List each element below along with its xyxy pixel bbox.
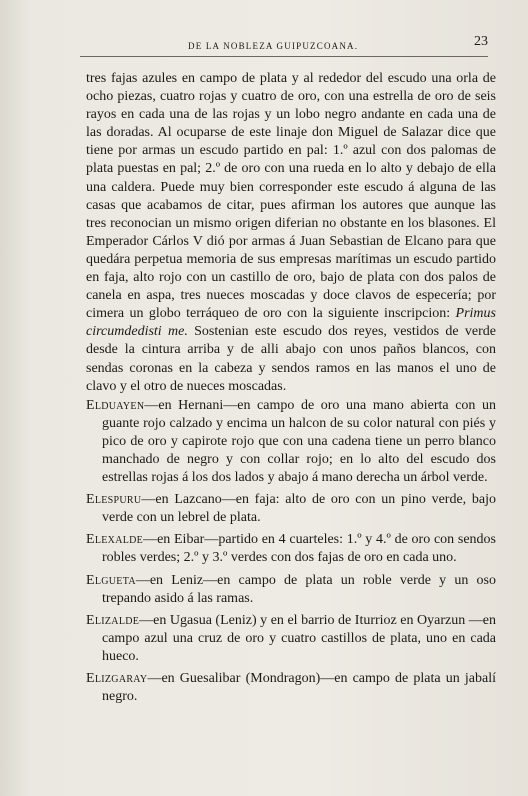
entry-elizgaray — [86, 670, 496, 706]
entry-text: —en Hernani—en campo de oro una mano abierta con un guante rojo calzado y encima un halcon de su color natural con piés y pico de oro y capirote rojo que con una cadena tiene un perro blanco manchado de negro y con collar rojo; en lo alto del escudo dos estrellas rojas á los dos lados y abajo á mano derecha un árbol verde. — [102, 397, 496, 486]
entry-name: Elexalde — [86, 532, 144, 548]
entry-name: Elizalde — [86, 612, 140, 628]
motto-inscription: Primus circumdedisti me. — [86, 306, 496, 340]
entry-text: —en Leniz—en campo de plata un roble verde y un oso trepando asido á las ramas. — [102, 572, 496, 606]
entry-elexalde — [86, 531, 496, 567]
entry-text: —en Lazcano—en faja: alto de oro con un pino verde, bajo verde con un lebrel de plata. — [102, 492, 496, 526]
continued-paragraph — [86, 70, 496, 396]
entry-name: Elizgaray — [86, 671, 148, 686]
entry-elizalde — [86, 612, 496, 666]
page-header — [80, 36, 488, 57]
page-body — [86, 70, 496, 706]
entry-elgueta — [86, 572, 496, 608]
entry-text: —en Eibar—partido en 4 cuarteles: 1.º y 4.º de oro con sendos robles verdes; 2.º y 3.º verdes con dos fajas de oro en cada uno. — [102, 532, 496, 566]
running-title: DE LA NOBLEZA GUIPUZCOANA. — [188, 41, 359, 51]
paragraph-text: tres fajas azules en campo de plata y al rededor del escudo una orla de ocho piezas, cuatro rojas y cuatro de oro, con una estrella de oro de seis rayos en cada una de las rojas y un lobo negro andante en cada una de las doradas. Al ocuparse de este linaje don Miguel de Salazar dice que tiene por armas un escudo partido en pal: 1.º azul con dos palomas de plata puestas en pal; 2.º de oro con una rueda en lo alto y debajo de ella una caldera. Puede muy bien corresponder este escudo á alguna de las casas que acabamos de citar, pues afirman los autores que aunque las tres reconocian un mismo origen diferian no obstante en los blasones. El Emperador Cárlos V dió por armas á Juan Sebastian de Elcano para que quedára perpetua memoria de sus empresas marítimas un escudo partido en faja, alto rojo con un castillo de oro, bajo de plata con dos palos de canela en aspa, tres nueces moscadas y doce clavos de especería; por cimera un globo terráqueo de oro con la siguiente inscripcion: — [86, 71, 496, 322]
entry-text: —en Ugasua (Leniz) y en el barrio de Iturrioz en Oyarzun —en campo azul una cruz de oro y cuatro castillos de plata, uno en cada hueco. — [102, 612, 496, 664]
entry-name: Elespuru — [86, 492, 142, 508]
entry-elduayen — [86, 397, 496, 487]
entry-name: Elgueta — [86, 572, 136, 588]
entry-text: —en Guesalibar (Mondragon)—en campo de plata un jabalí negro. — [102, 671, 496, 705]
entry-elespuru — [86, 491, 496, 527]
page-number: 23 — [474, 34, 488, 49]
entry-name: Elduayen — [86, 397, 145, 413]
paragraph-text-end: Sostenian este escudo dos reyes, vestidos de verde desde la cintura arriba y de alli abajo con unos paños blancos, con sendas coronas en la cabeza y sendos ramos en las manos el uno de clavo y el otro de nueces moscadas. — [86, 324, 497, 394]
